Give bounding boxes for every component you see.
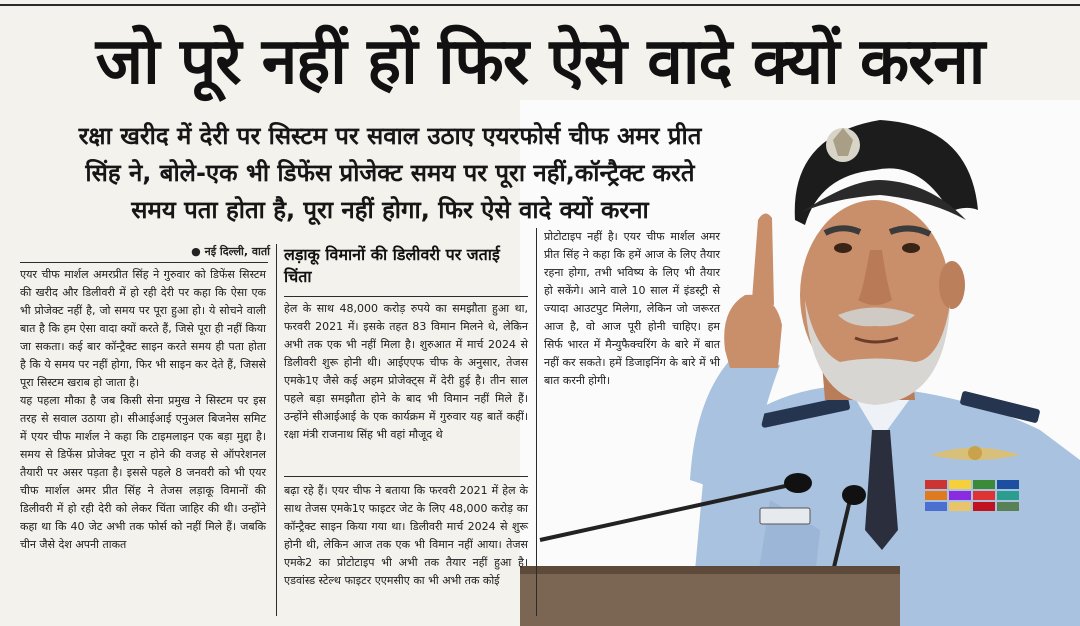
- article-paragraph: एयर चीफ मार्शल अमरप्रीत सिंह ने गुरुवार को डिफेंस सिस्टम की खरीद और डिलीवरी में हो रही देरी पर कहा कि ऐसा एक भी प्रोजेक्ट नहीं है, जो समय पर पूरा हुआ हो। ये सोचने वाली बात है कि हम ऐसा वादा क्यों करते हैं, जिसे पूरा ही नहीं किया जा सकता। कई बार कॉन्ट्रैक्ट साइन करते समय ही पता होता है कि ये समय पर नहीं होगा, फिर भी साइन कर देते हैं, जिससे पूरा सिस्टम खराब हो जाता है।: [20, 268, 266, 389]
- turban-badge-icon: [826, 128, 860, 162]
- article-column-3: प्रोटोटाइप नहीं है। एयर चीफ मार्शल अमर प्रीत सिंह ने कहा कि हमें आज के लिए तैयार रहना होगा, तभी भविष्य के लिए भी तैयार हो सकेंगे। आने वाले 10 साल में इंडस्ट्री से ज्यादा आउटपुट मिलेगा, लेकिन जो जरूरत आज है, वो आज पूरी होनी चाहिए। हम सिर्फ भारत में मैन्युफैक्चरिंग के बारे में बात नहीं कर सकते। हमें डिजाइनिंग के बारे में भी बात करनी होगी।: [544, 230, 720, 387]
- article-column-1: [20, 266, 266, 554]
- column-divider: [536, 228, 537, 616]
- article-column-2-bottom: बढ़ा रहे हैं। एयर चीफ ने बताया कि फरवरी 2021 में हेल के साथ तेजस एमके1ए फाइटर जेट के लिए 48,000 करोड़ का कॉन्ट्रैक्ट साइन किया गया था। डिलीवरी मार्च 2024 से शुरू होनी थी, लेकिन आज तक एक भी विमान नहीं आया। तेजस एमके2 का प्रोटोटाइप भी अभी तक तैयार नहीं हुआ है। एडवांस्ड स्टेल्थ फाइटर एएमसीए का भी अभी तक कोई: [284, 484, 528, 587]
- subhead-line: रक्षा खरीद में देरी पर सिस्टम पर सवाल उठाए एयरफोर्स चीफ अमर प्रीत: [78, 122, 702, 150]
- subhead-line: सिंह ने, बोले-एक भी डिफेंस प्रोजेक्ट समय पर पूरा नहीं,कॉन्ट्रैक्ट करते: [85, 159, 695, 187]
- headline: जो पूरे नहीं हों फिर ऐसे वादे क्यों करना: [95, 25, 985, 99]
- box-rule: [284, 476, 528, 477]
- column-rule: [20, 262, 268, 263]
- subhead-line: समय पता होता है, पूरा नहीं होगा, फिर ऐसे वादे क्यों करना: [131, 196, 649, 224]
- box-heading: लड़ाकू विमानों की डिलीवरी पर जताई चिंता: [284, 245, 500, 286]
- top-rule: [0, 4, 1080, 6]
- article-paragraph: यह पहला मौका है जब किसी सेना प्रमुख ने सिस्टम पर इस तरह से सवाल उठाया हो। सीआईआई एनुअल बिजनेस समिट में एयर चीफ मार्शल ने कहा कि टाइमलाइन एक बड़ा मुद्दा है। समय से डिफेंस प्रोजेक्ट पूरा न होने की वजह से ऑपरेशनल तैयारी पर असर पड़ता है। इससे पहले 8 जनवरी को भी एयर चीफ मार्शल अमर प्रीत सिंह ने तेजस लड़ाकू विमानों की डिलीवरी में हो रही देरी को लेकर चिंता जाहिर की थी। उन्होंने कहा था कि 40 जेट अभी तक फोर्स को नहीं मिले हैं। जबकि चीन जैसे देश अपनी ताकत: [20, 394, 266, 551]
- box-rule: [284, 296, 528, 297]
- dateline: ● नई दिल्ली, वार्ता: [191, 245, 270, 258]
- subheadline: [20, 118, 760, 229]
- column-divider: [276, 244, 277, 616]
- article-column-2-top: हेल के साथ 48,000 करोड़ रुपये का समझौता हुआ था, फरवरी 2021 में। इसके तहत 83 विमान मिलने थे, लेकिन अभी तक एक भी नहीं मिला है। शुरुआत में मार्च 2024 से डिलीवरी शुरू होनी थी। आईएएफ चीफ के अनुसार, तेजस एमके1ए जैसे कई अहम प्रोजेक्ट्स में देरी हुई है। तीन साल पहले बड़ा समझौता होने के बाद भी विमान नहीं मिले हैं। उन्होंने सीआईआई के एक कार्यक्रम में गुरुवार यह बातें कहीं। रक्षा मंत्री राजनाथ सिंह भी वहां मौजूद थे: [284, 302, 528, 441]
